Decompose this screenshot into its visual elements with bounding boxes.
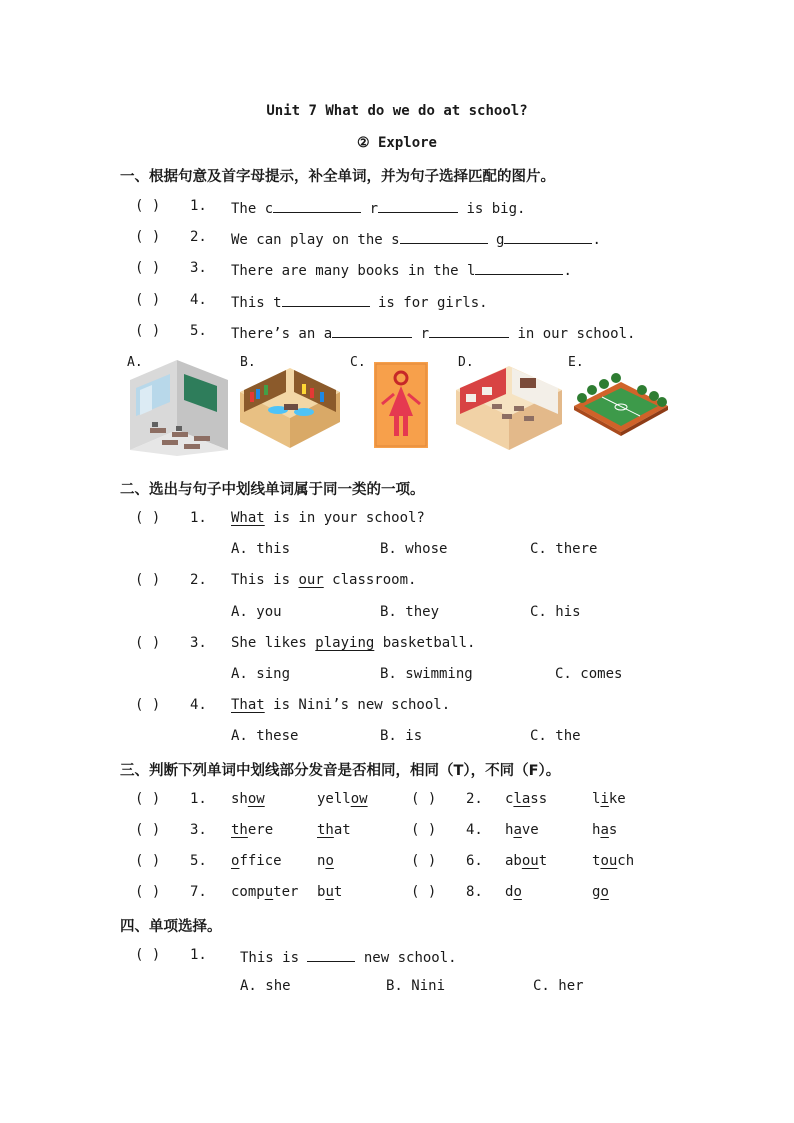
option-b[interactable]: B. swimming	[380, 666, 473, 682]
question-row	[0, 198, 794, 218]
sports-field-picture	[572, 372, 670, 442]
classroom-picture	[122, 352, 232, 456]
underlined-word: our	[298, 572, 324, 588]
word: computer	[231, 884, 299, 900]
section-4-heading: 四、单项选择。	[120, 919, 222, 935]
answer-bracket[interactable]: ( )	[135, 822, 161, 838]
pronunciation-row	[0, 822, 794, 842]
question-text: What is in your school?	[231, 510, 425, 526]
option-b[interactable]: B. they	[380, 604, 440, 620]
option-b[interactable]: B. whose	[380, 541, 448, 557]
underlined-word: That	[231, 697, 265, 713]
word: go	[592, 884, 609, 900]
question-number: 2.	[466, 791, 483, 807]
option-b[interactable]: B. is	[380, 728, 423, 744]
option-c[interactable]: C. the	[530, 728, 581, 744]
question-row	[0, 292, 794, 312]
question-number: 4.	[190, 697, 207, 713]
picture-label: C.	[350, 355, 366, 370]
question-number: 1.	[190, 510, 207, 526]
word: touch	[592, 853, 635, 869]
fill-blank[interactable]	[282, 292, 370, 307]
answer-bracket[interactable]: ( )	[135, 323, 161, 339]
word: like	[592, 791, 626, 807]
fill-blank[interactable]	[273, 198, 361, 213]
question-text: There are many books in the l .	[231, 260, 572, 279]
word: but	[317, 884, 343, 900]
question-row	[0, 572, 794, 592]
question-text: There’s an a r in our school.	[231, 323, 635, 342]
options-row	[0, 666, 794, 686]
pronunciation-row	[0, 791, 794, 811]
answer-bracket[interactable]: ( )	[135, 635, 161, 651]
underlined-word: playing	[315, 635, 375, 651]
question-number: 1.	[190, 947, 207, 963]
question-number: 5.	[190, 853, 207, 869]
option-c[interactable]: C. there	[530, 541, 598, 557]
answer-bracket[interactable]: ( )	[135, 572, 161, 588]
girls-toilet-sign-picture	[374, 362, 428, 448]
question-number: 6.	[466, 853, 483, 869]
page-title: Unit 7 What do we do at school?	[266, 103, 528, 119]
question-row	[0, 635, 794, 655]
picture-label: B.	[240, 355, 256, 370]
fill-blank[interactable]	[378, 198, 458, 213]
answer-bracket[interactable]: ( )	[135, 292, 161, 308]
question-number: 5.	[190, 323, 207, 339]
options-row	[0, 978, 794, 998]
question-text: This t is for girls.	[231, 292, 488, 311]
option-a[interactable]: A. sing	[231, 666, 291, 682]
option-a[interactable]: A. these	[231, 728, 299, 744]
fill-blank[interactable]	[475, 260, 563, 275]
pronunciation-row	[0, 853, 794, 873]
answer-bracket[interactable]: ( )	[135, 791, 161, 807]
answer-bracket[interactable]: ( )	[135, 947, 161, 963]
word: class	[505, 791, 548, 807]
fill-blank[interactable]	[429, 323, 509, 338]
pronunciation-row	[0, 884, 794, 904]
question-number: 3.	[190, 260, 207, 276]
answer-bracket[interactable]: ( )	[135, 697, 161, 713]
option-c[interactable]: C. her	[533, 978, 584, 994]
word: have	[505, 822, 539, 838]
art-room-picture	[452, 360, 566, 456]
answer-bracket[interactable]: ( )	[135, 884, 161, 900]
question-number: 7.	[190, 884, 207, 900]
question-row	[0, 947, 794, 967]
fill-blank[interactable]	[307, 947, 355, 962]
option-c[interactable]: C. his	[530, 604, 581, 620]
picture-label: D.	[458, 355, 474, 370]
question-text: This is our classroom.	[231, 572, 417, 588]
question-number: 2.	[190, 572, 207, 588]
question-text: She likes playing basketball.	[231, 635, 476, 651]
fill-blank[interactable]	[400, 229, 488, 244]
word: show	[231, 791, 265, 807]
section-1-heading: 一、根据句意及首字母提示，补全单词，并为句子选择匹配的图片。	[120, 169, 555, 185]
question-number: 4.	[190, 292, 207, 308]
answer-bracket[interactable]: ( )	[411, 853, 437, 869]
question-text: The c r is big.	[231, 198, 525, 217]
question-number: 1.	[190, 198, 207, 214]
answer-bracket[interactable]: ( )	[411, 791, 437, 807]
question-number: 4.	[466, 822, 483, 838]
question-number: 1.	[190, 791, 207, 807]
option-a[interactable]: A. you	[231, 604, 282, 620]
question-row	[0, 510, 794, 530]
answer-bracket[interactable]: ( )	[135, 853, 161, 869]
option-a[interactable]: A. she	[240, 978, 291, 994]
option-b[interactable]: B. Nini	[386, 978, 446, 994]
option-c[interactable]: C. comes	[555, 666, 623, 682]
word: do	[505, 884, 522, 900]
question-number: 3.	[190, 635, 207, 651]
answer-bracket[interactable]: ( )	[411, 884, 437, 900]
word: about	[505, 853, 548, 869]
question-row	[0, 229, 794, 249]
fill-blank[interactable]	[332, 323, 412, 338]
question-number: 8.	[466, 884, 483, 900]
fill-blank[interactable]	[504, 229, 592, 244]
picture-label: A.	[127, 355, 143, 370]
options-row	[0, 604, 794, 624]
option-a[interactable]: A. this	[231, 541, 291, 557]
word: no	[317, 853, 334, 869]
answer-bracket[interactable]: ( )	[135, 198, 161, 214]
picture-label: E.	[568, 355, 584, 370]
answer-bracket[interactable]: ( )	[135, 229, 161, 245]
section-2-heading: 二、选出与句子中划线单词属于同一类的一项。	[120, 482, 425, 498]
options-row	[0, 728, 794, 748]
answer-bracket[interactable]: ( )	[135, 510, 161, 526]
page-subtitle: ② Explore	[357, 135, 437, 151]
options-row	[0, 541, 794, 561]
question-text: That is Nini’s new school.	[231, 697, 451, 713]
question-text: This is new school.	[240, 947, 457, 966]
question-row	[0, 697, 794, 717]
question-number: 2.	[190, 229, 207, 245]
word: there	[231, 822, 274, 838]
word: has	[592, 822, 618, 838]
word: that	[317, 822, 351, 838]
library-picture	[236, 362, 344, 452]
section-3-heading: 三、判断下列单词中划线部分发音是否相同，相同（T），不同（F）。	[120, 763, 561, 779]
word: yellow	[317, 791, 368, 807]
answer-bracket[interactable]: ( )	[135, 260, 161, 276]
question-number: 3.	[190, 822, 207, 838]
question-text: We can play on the s g .	[231, 229, 601, 248]
word: office	[231, 853, 282, 869]
answer-bracket[interactable]: ( )	[411, 822, 437, 838]
question-row	[0, 323, 794, 343]
question-row	[0, 260, 794, 280]
underlined-word: What	[231, 510, 265, 526]
